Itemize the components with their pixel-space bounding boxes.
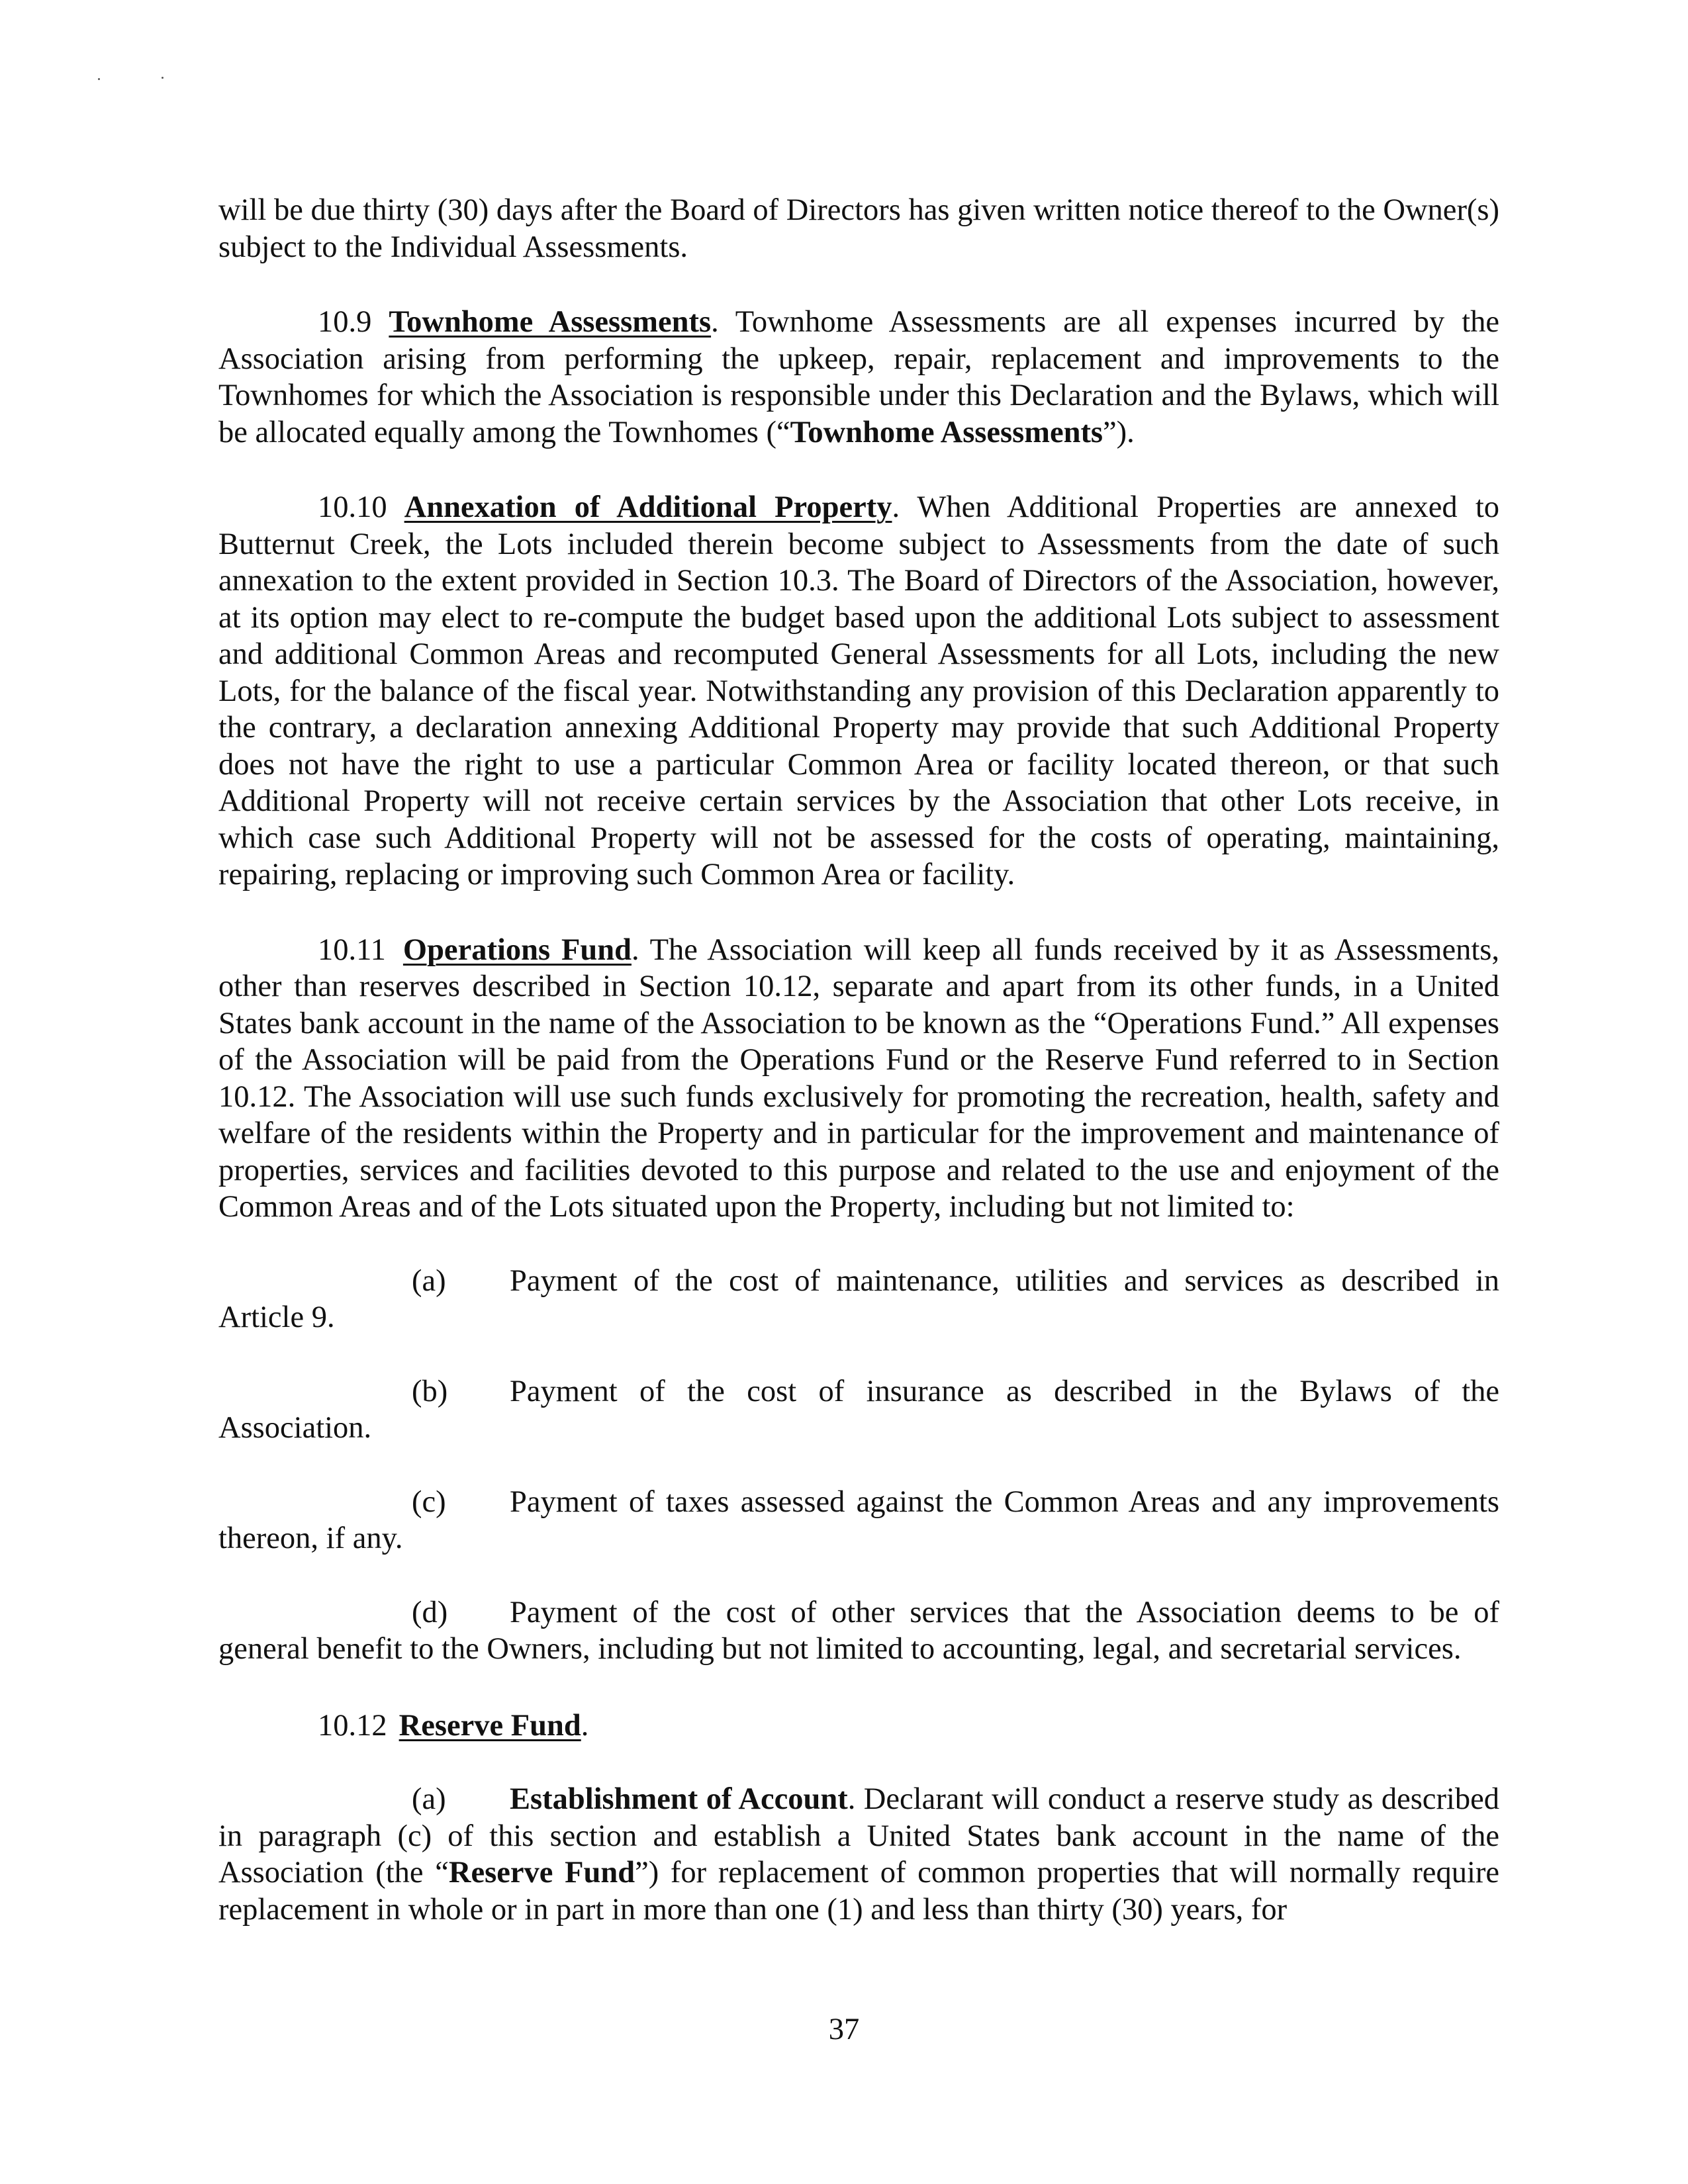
list-item-label: (a): [412, 1263, 446, 1298]
reserve-item-a: [218, 1781, 1499, 1928]
list-item-d: [218, 1594, 1499, 1668]
list-item-c: [218, 1484, 1499, 1557]
scan-speck: [98, 78, 100, 80]
list-item-a: [218, 1263, 1499, 1336]
defined-term: Townhome Assessments: [790, 415, 1103, 449]
list-item-text: Payment of the cost of insurance as described in the Bylaws of the: [510, 1374, 1499, 1408]
document-page: [218, 192, 1499, 1928]
list-item-continuation: Association.: [218, 1411, 372, 1445]
section-text: . When Additional Properties are annexed to Butternut Creek, the Lots included therein become subject to Assessments from the date of such annexation to the extent provided in Section 10.3. The Board of Directors of the Association, however, at its option may elect to re-compute the budget based upon the additional Lots subject to assessment and additional Common Areas and recomputed General Assessments for all Lots, including the new Lots, for the balance of the fiscal year. Notwithstanding any provision of this Declaration apparently to the contrary, a declaration annexing Additional Property may provide that such Additional Property does not have the right to use a particular Common Area or facility located thereon, or that such Additional Property will not receive certain services by the Association that other Lots receive, in which case such Additional Property will not be assessed for the costs of operating, maintaining, repairing, replacing or improving such Common Area or facility.: [218, 490, 1499, 891]
section-number: 10.9: [318, 305, 372, 339]
section-text: . The Association will keep all funds received by it as Assessments, other than reserves described in Section 10.12, separate and apart from its other funds, in a United States bank account in the name of the Association to be known as the “Operations Fund.” All expenses of the Association will be paid from the Operations Fund or the Reserve Fund referred to in Section 10.12. The Association will use such funds exclusively for promoting the recreation, health, safety and welfare of the residents within the Property and in particular for the improvement and maintenance of properties, services and facilities devoted to this purpose and related to the use and enjoyment of the Common Areas and of the Lots situated upon the Property, including but not limited to:: [218, 933, 1499, 1224]
section-title-suffix: .: [581, 1708, 589, 1743]
section-10-11: [218, 932, 1499, 1226]
scan-speck: [162, 77, 164, 79]
intro-paragraph: will be due thirty (30) days after the Board of Directors has given written notice thereof to the Owner(s) subject to the Individual Assessments.: [218, 193, 1499, 264]
list-item-continuation: thereon, if any.: [218, 1522, 403, 1555]
list-item-text: Payment of the cost of maintenance, utilities and services as described in: [510, 1263, 1499, 1298]
section-number: 10.12: [318, 1708, 387, 1743]
list-item-text: Payment of the cost of other services that the Association deems to be of general benefit to the Owners, including but not limited to accounting, legal, and secretarial services.: [218, 1595, 1499, 1666]
section-title: Annexation of Additional Property: [404, 490, 892, 524]
section-10-10: [218, 489, 1499, 893]
section-text: . Townhome Assessments are all expenses incurred by the Association arising from performing the upkeep, repair, replacement and improvements to the Townhomes for which the Association is responsible under this Declaration and the Bylaws, which will be allocated equally among the Townhomes (“: [218, 305, 1500, 449]
section-title: Townhome Assessments: [389, 305, 712, 339]
page-number: 37: [828, 2013, 860, 2046]
section-10-12-heading: [218, 1707, 1499, 1745]
list-item-continuation: Article 9.: [218, 1300, 335, 1334]
list-item-text: Payment of taxes assessed against the Common Areas and any improvements: [510, 1484, 1499, 1519]
list-item-label: (c): [412, 1484, 446, 1519]
section-number: 10.10: [318, 490, 387, 524]
list-item-b: [218, 1373, 1499, 1447]
section-title: Reserve Fund: [399, 1708, 581, 1743]
item-text-end: ”) for replacement of common properties that will normally require replacement in whole or in part in more than one (1) and less than thirty (30) years, for: [218, 1856, 1499, 1927]
defined-term: Reserve Fund: [448, 1856, 635, 1889]
section-number: 10.11: [318, 933, 386, 967]
section-10-9: [218, 304, 1499, 451]
section-title: Operations Fund: [402, 933, 632, 967]
section-text-end: ”).: [1103, 415, 1135, 449]
list-item-label: (b): [412, 1374, 448, 1408]
list-item-label: (d): [412, 1595, 448, 1629]
list-item-label: (a): [412, 1782, 446, 1816]
item-text: . Declarant will conduct a reserve study as described in paragraph (c) of this section and establish a United States bank account in the name of the Association (the “: [218, 1782, 1499, 1889]
item-bold-title: Establishment of Account: [510, 1782, 848, 1816]
